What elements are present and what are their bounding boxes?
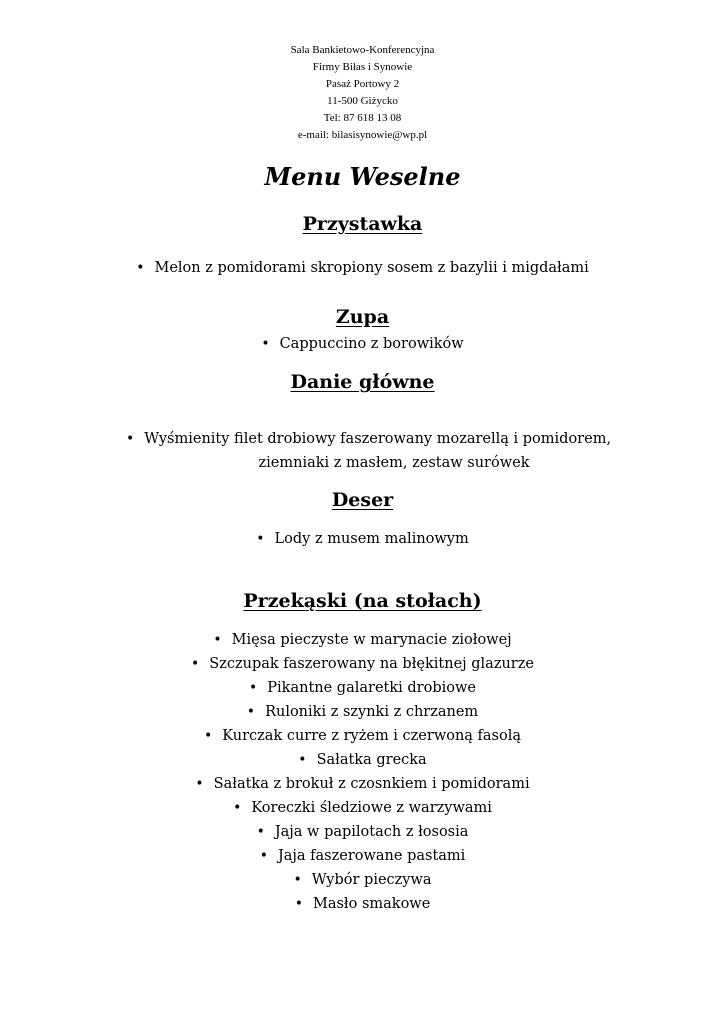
section-heading-przekaski: Przekąski (na stołach)	[243, 590, 482, 612]
list-item-text: Sałatka grecka	[316, 752, 427, 768]
bullet-icon: •	[294, 896, 303, 912]
bullet-icon: •	[261, 336, 270, 352]
bullet-icon: •	[213, 632, 222, 648]
bullet-icon: •	[233, 800, 242, 816]
bullet-icon: •	[246, 704, 256, 720]
bullet-icon: •	[298, 752, 307, 768]
list-item-text: Cappuccino z borowików	[279, 336, 464, 352]
list-item-text: Masło smakowe	[312, 896, 431, 912]
list-item	[0, 332, 725, 356]
list-item	[0, 748, 725, 772]
list-item	[0, 256, 725, 280]
venue-street: Pasaż Portowy 2	[325, 78, 400, 90]
venue-name: Sala Bankietowo-Konferencyjna	[290, 44, 435, 56]
list-item	[0, 652, 725, 676]
list-item	[0, 868, 725, 892]
list-item	[0, 820, 725, 844]
list-item-text: Jaja faszerowane pastami	[277, 848, 466, 864]
bullet-icon: •	[249, 680, 258, 696]
list-item-text: Ruloniki z szynki z chrzanem	[265, 704, 479, 720]
list-item-text: Pikantne galaretki drobiowe	[267, 680, 476, 696]
list-item	[0, 796, 725, 820]
bullet-icon: •	[256, 824, 265, 840]
venue-city: 11-500 Giżycko	[327, 95, 398, 107]
page-title: Menu Weselne	[264, 162, 461, 191]
list-item	[0, 676, 725, 700]
bullet-icon: •	[126, 431, 135, 447]
bullet-icon: •	[256, 531, 265, 547]
list-item-text: Szczupak faszerowany na błękitnej glazurze	[209, 656, 534, 672]
bullet-icon: •	[293, 872, 302, 888]
list-item-text: Koreczki śledziowe z warzywami	[251, 800, 492, 816]
list-item-text-continued: ziemniaki z masłem, zestaw surówek	[258, 455, 530, 471]
list-item	[0, 772, 725, 796]
list-item-text: Lody z musem malinowym	[274, 531, 469, 547]
list-item	[126, 427, 646, 475]
bullet-icon: •	[259, 848, 268, 864]
venue-header	[0, 42, 725, 144]
section-heading-danie-glowne: Danie główne	[290, 371, 435, 393]
section-heading-przystawka: Przystawka	[302, 213, 423, 235]
venue-company: Firmy Biłas i Synowie	[312, 61, 413, 73]
list-item	[0, 892, 725, 916]
bullet-icon: •	[191, 656, 200, 672]
section-heading-deser: Deser	[331, 489, 394, 511]
bullet-icon: •	[136, 260, 145, 276]
venue-email: e-mail: bilasisynowie@wp.pl	[297, 129, 428, 141]
list-item	[0, 844, 725, 868]
list-item	[0, 700, 725, 724]
venue-phone: Tel: 87 618 13 08	[323, 112, 402, 124]
list-item	[0, 527, 725, 551]
list-item-text: Mięsa pieczyste w marynacie ziołowej	[231, 632, 512, 648]
list-item-text: Sałatka z brokuł z czosnkiem i pomidorami	[213, 776, 530, 792]
list-item	[0, 724, 725, 748]
bullet-icon: •	[203, 728, 213, 744]
list-item-text: Kurczak curre z ryżem i czerwoną fasolą	[222, 728, 522, 744]
bullet-icon: •	[195, 776, 204, 792]
list-item-text: Melon z pomidorami skropiony sosem z bazylii i migdałami	[154, 260, 589, 276]
list-item-text: Jaja w papilotach z łososia	[274, 824, 469, 840]
section-heading-zupa: Zupa	[335, 306, 390, 328]
list-item	[0, 628, 725, 652]
list-item-text: Wybór pieczywa	[311, 872, 432, 888]
list-item-text: Wyśmienity filet drobiowy faszerowany mozarellą i pomidorem,	[144, 431, 612, 447]
